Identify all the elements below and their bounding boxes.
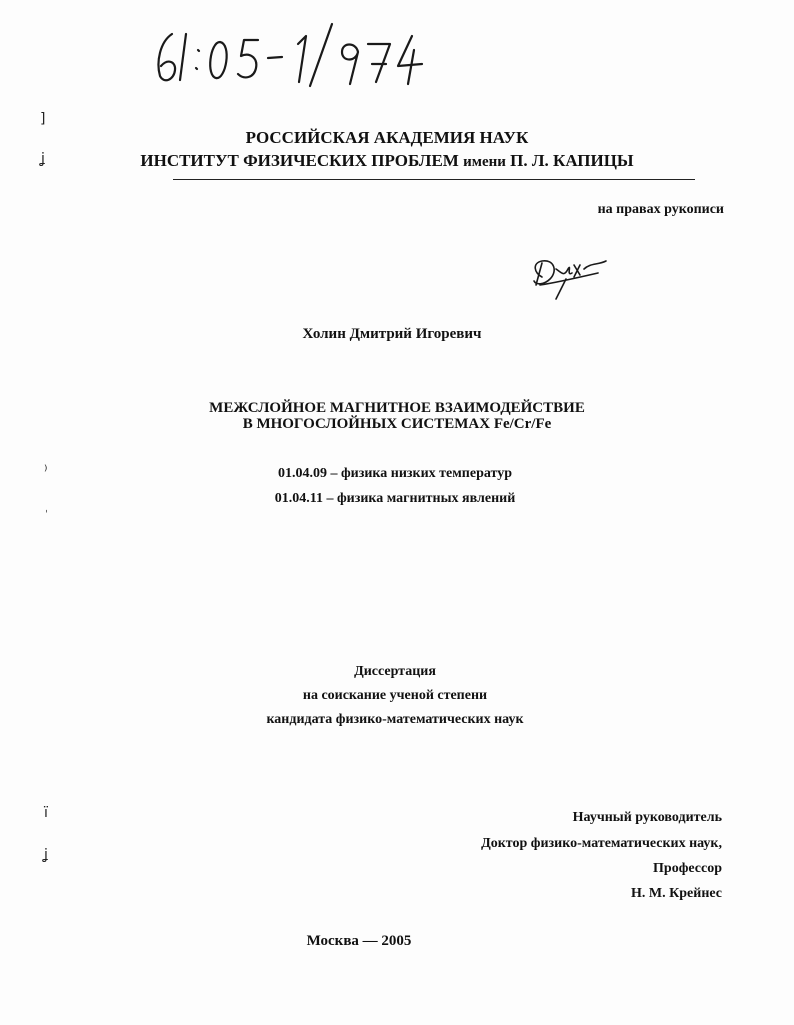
author-name: Холин Дмитрий Игоревич	[302, 326, 482, 342]
rights-note: на правах рукописи	[597, 202, 724, 217]
dissertation-title-line-1: МЕЖСЛОЙНОЕ МАГНИТНОЕ ВЗАИМОДЕЙСТВИЕ	[209, 400, 585, 416]
institute-name	[0, 151, 784, 171]
specialty-line-2: 01.04.11 – физика магнитных явлений	[274, 491, 516, 506]
dissertation-label: Диссертация	[354, 664, 436, 679]
scan-artifact-mark: ]	[40, 111, 46, 127]
scan-artifact-mark: ʝ	[44, 847, 49, 863]
header-divider	[173, 179, 695, 180]
specialty-line-1: 01.04.09 – физика низких температур	[277, 466, 512, 481]
supervisor-role: Научный руководитель	[572, 810, 722, 825]
supervisor-rank: Профессор	[653, 861, 722, 876]
city-year: Москва — 2005	[306, 933, 412, 949]
degree-name: кандидата физико-математических наук	[266, 712, 524, 727]
institute-person: П. Л. КАПИЦЫ	[510, 151, 634, 170]
supervisor-name: Н. М. Крейнес	[631, 886, 722, 901]
scan-artifact-mark: ⁾	[44, 463, 48, 479]
institute-name-word: имени	[463, 154, 506, 170]
institute-main: ИНСТИТУТ ФИЗИЧЕСКИХ ПРОБЛЕМ	[140, 151, 459, 170]
scan-artifact-mark: ʝ	[41, 151, 46, 167]
scan-artifact-mark: ï	[44, 805, 48, 821]
handwritten-catalog-number	[150, 20, 425, 90]
supervisor-degree: Доктор физико-математических наук,	[481, 836, 722, 851]
author-signature	[528, 255, 610, 303]
scan-artifact-mark: ˌ	[45, 503, 48, 514]
dissertation-title-line-2: В МНОГОСЛОЙНЫХ СИСТЕМАХ Fe/Cr/Fe	[242, 416, 552, 432]
academy-name: РОССИЙСКАЯ АКАДЕМИЯ НАУК	[245, 128, 529, 147]
degree-purpose: на соискание ученой степени	[302, 688, 488, 703]
